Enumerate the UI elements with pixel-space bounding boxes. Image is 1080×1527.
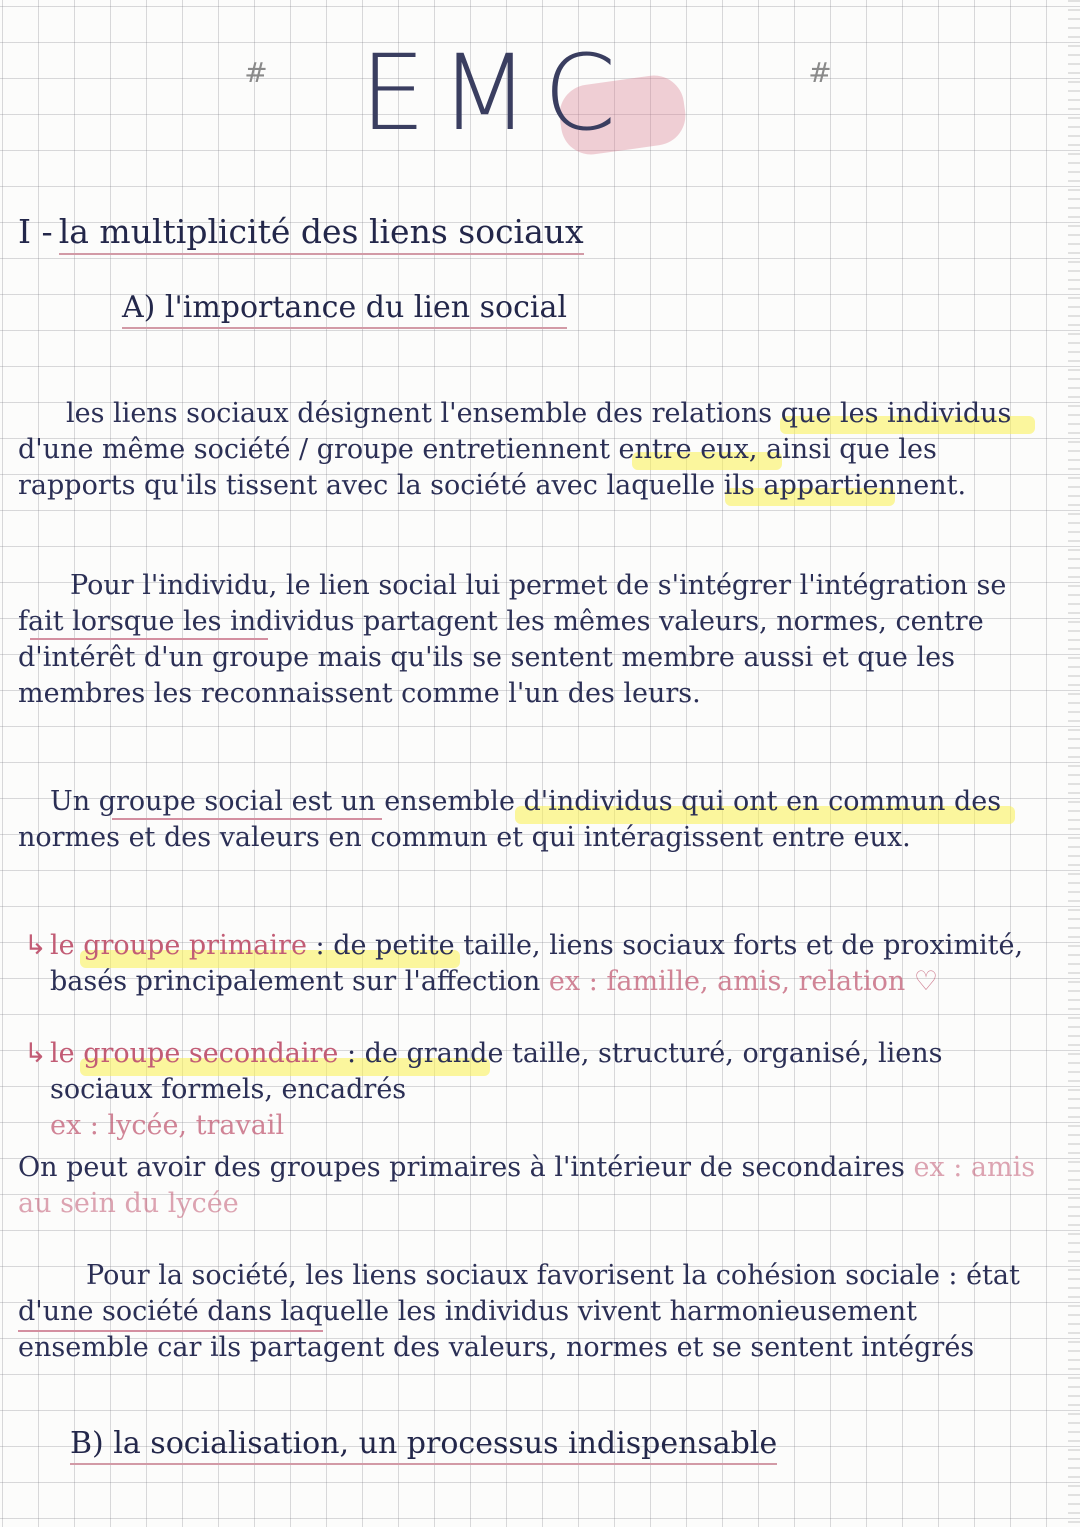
text-groupes-imbriques: On peut avoir des groupes primaires à l'intérieur de secondaires [18, 1152, 905, 1183]
subsection-a-title: A) l'importance du lien social [122, 290, 567, 329]
paragraph-groupes-imbriques [18, 1150, 1053, 1222]
section-number: I - [18, 212, 53, 251]
description-groupe-secondaire: : de grande taille, structuré, organisé, liens sociaux formels, encadrés [50, 1038, 943, 1105]
paragraph-liens-sociaux: les liens sociaux désignent l'ensemble des relations que les individus d'une même société / groupe entretiennent entre eux, ainsi que les rapports qu'ils tissent avec la société avec laquelle ils appartiennent. [18, 398, 1012, 501]
subsection-heading-a [122, 290, 567, 325]
example-groupe-primaire: ex : famille, amis, relation ♡ [548, 966, 939, 997]
page-title: EMC [360, 32, 631, 154]
term-groupe-secondaire: le groupe secondaire [50, 1038, 339, 1069]
section-title: la multiplicité des liens sociaux [59, 212, 584, 255]
subsection-b-title: B) la socialisation, un processus indispensable [70, 1426, 777, 1465]
example-groupe-secondaire: ex : lycée, travail [50, 1110, 285, 1141]
header-mark-left: # [244, 56, 268, 89]
term-groupe-primaire: le groupe primaire [50, 930, 307, 961]
paragraph-cohesion-sociale: Pour la société, les liens sociaux favorisent la cohésion sociale : état d'une société dans laquelle les individus vivent harmonieusement ensemble car ils partagent des valeurs, normes et se sentent intégrés [18, 1260, 1020, 1363]
example-groupes-imbriques: ex : amis au sein du lycée [18, 1152, 1036, 1219]
header-mark-right: # [808, 56, 832, 89]
arrow-icon: ↳ [24, 930, 47, 961]
paragraph-integration: Pour l'individu, le lien social lui permet de s'intégrer l'intégration se fait lorsque les individus partagent les mêmes valeurs, normes, centre d'intérêt d'un groupe mais qu'ils se sentent membre aussi et que les membres les reconnaissent comme l'un des leurs. [18, 570, 1007, 709]
list-item-groupe-secondaire [24, 1036, 1050, 1144]
section-heading-1 [18, 212, 584, 251]
description-groupe-primaire: : de petite taille, liens sociaux forts et de proximité, basés principalement sur l'affection [50, 930, 1024, 997]
arrow-icon: ↳ [24, 1038, 47, 1069]
paragraph-groupe-social: Un groupe social est un ensemble d'individus qui ont en commun des normes et des valeurs en commun et qui intéragissent entre eux. [18, 786, 1002, 853]
list-item-groupe-primaire [24, 928, 1050, 1000]
subsection-heading-b [70, 1426, 777, 1461]
